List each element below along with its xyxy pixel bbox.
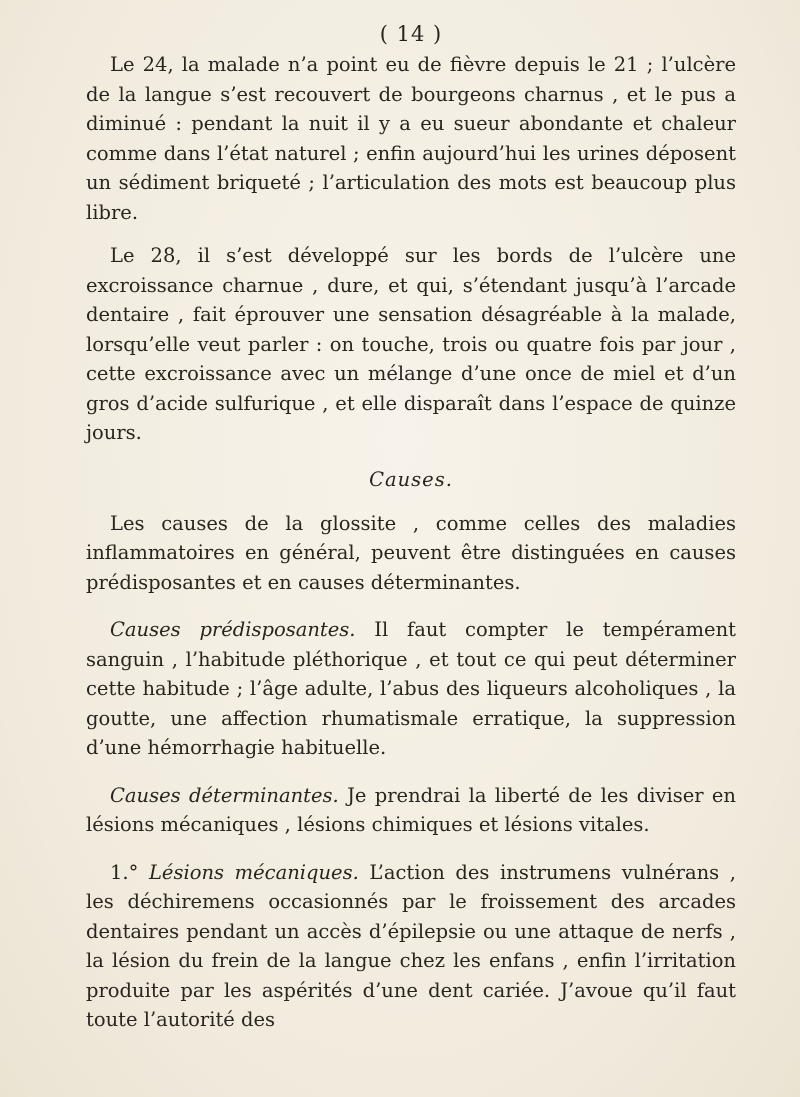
paragraph-lesions-mecaniques [86, 858, 736, 1035]
paragraph-causes-predisposantes [86, 615, 736, 763]
section-heading-causes: Causes. [369, 467, 453, 491]
paragraph-causes-determinantes [86, 781, 736, 840]
paragraph-causes-intro: Les causes de la glossite , comme celles des maladies inflammatoires en général, peuvent être distinguées en causes prédisposantes et en causes déterminantes. [86, 511, 736, 594]
paragraph-day-28: Le 28, il s’est développé sur les bords de l’ulcère une excroissance charnue , dure, et qui, s’étendant jusqu’à l’arcade dentaire , fait éprouver une sensation désagréable à la malade, lorsqu’elle veut parler : on touche, trois ou quatre fois par jour , cette excroissance avec un mélange d’une once de miel et d’un gros d’acide sulfurique , et elle disparaît dans l’espace de quinze jours. [86, 244, 736, 444]
text-lesions-mecaniques: L’action des instrumens vulnérans , les déchiremens occasionnés par le froissement des arcades dentaires pendant un accès d’épilepsie ou une attaque de nerfs , la lésion du frein de la langue chez les enfans , enfin l’irritation produite par les aspérités d’une dent cariée. J’avoue qu’il faut toute l’autorité des [86, 860, 736, 1031]
lead-lesions-mecaniques: Lésions mécaniques. [148, 860, 359, 884]
lead-causes-predisposantes: Causes prédisposantes. [110, 618, 356, 641]
list-number: 1.° [110, 860, 149, 884]
paragraph-day-24: Le 24, la malade n’a point eu de fièvre depuis le 21 ; l’ulcère de la langue s’est recouvert de bourgeons charnus , et le pus a diminué : pendant la nuit il y a eu sueur abondante et chaleur comme dans l’état naturel ; enfin aujourd’hui les urines déposent un sédiment briqueté ; l’articulation des mots est beaucoup plus libre. [86, 53, 736, 224]
text-causes-determinantes: Je prendrai la liberté de les diviser en lésions mécaniques , lésions chimiques et lésions vitales. [86, 783, 736, 836]
lead-causes-determinantes: Causes déterminantes. [110, 783, 339, 807]
page-number: ( 14 ) [379, 22, 443, 46]
text-causes-predisposantes: Il faut compter le tempérament sanguin , l’habitude pléthorique , et tout ce qui peut déterminer cette habitude ; l’âge adulte, l’abus des liqueurs alcoholiques , la goutte, une affection rhumatismale erratique, la suppression d’une hémorrhagie habituelle. [86, 618, 736, 759]
